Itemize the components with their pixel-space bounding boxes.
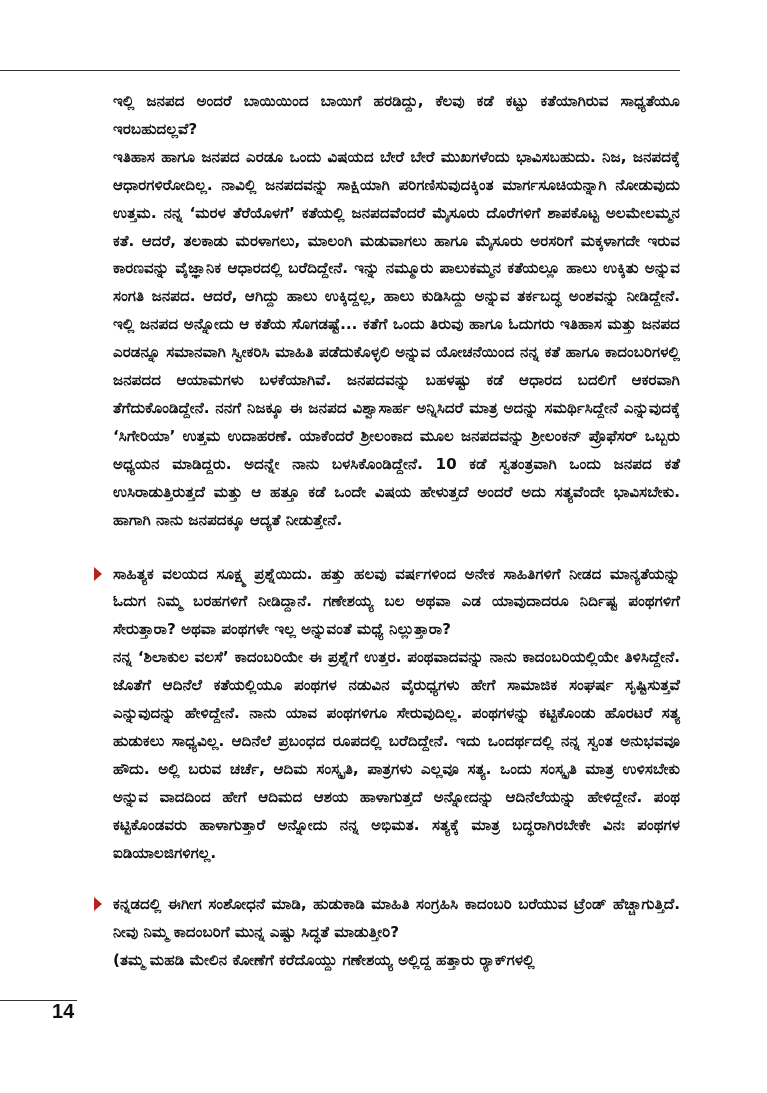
triangle-bullet-icon: [94, 567, 102, 581]
paragraph-gap: [113, 535, 680, 561]
answer-paragraph-folklore: ಇತಿಹಾಸ ಹಾಗೂ ಜನಪದ ಎರಡೂ ಒಂದು ವಿಷಯದ ಬೇರೆ ಬೇರೆ ಮುಖಗಳೆಂದು ಭಾವಿಸಬಹುದು. ನಿಜ, ಜನಪದಕ್ಕೆ ಆಧಾರಗಳಿರೋದಿಲ್ಲ. ನಾವಿಲ್ಲಿ ಜನಪದವನ್ನು ಸಾಕ್ಷಿಯಾಗಿ ಪರಿಗಣಿಸುವುದಕ್ಕಿಂತ ಮಾರ್ಗಸೂಚಿಯನ್ನಾಗಿ ನೋಡುವುದು ಉತ್ತಮ. ನನ್ನ ‘ಮರಳ ತೆರೆಯೊಳಗೆ’ ಕತೆಯಲ್ಲಿ ಜನಪದವೆಂದರೆ ಮೈಸೂರು ದೊರೆಗಳಿಗೆ ಶಾಪಕೊಟ್ಟ ಅಲಮೇಲಮ್ಮನ ಕತೆ. ಆದರೆ, ತಲಕಾಡು ಮರಳಾಗಲು, ಮಾಲಂಗಿ ಮಡುವಾಗಲು ಹಾಗೂ ಮೈಸೂರು ಅರಸರಿಗೆ ಮಕ್ಕಳಾಗದೇ ಇರುವ ಕಾರಣವನ್ನು ವೈಜ್ಞಾನಿಕ ಆಧಾರದಲ್ಲಿ ಬರೆದಿದ್ದೇನೆ. ಇನ್ನು ನಮ್ಮೂರು ಪಾಲುಕಮ್ಮನ ಕತೆಯಲ್ಲೂ ಹಾಲು ಉಕ್ಕಿತು ಅನ್ನುವ ಸಂಗತಿ ಜನಪದ. ಆದರೆ, ಆಗಿದ್ದು ಹಾಲು ಉಕ್ಕಿದ್ದಲ್ಲ, ಹಾಲು ಕುಡಿಸಿದ್ದು ಅನ್ನುವ ತರ್ಕಬದ್ಧ ಅಂಶವನ್ನು ನೀಡಿದ್ದೇನೆ. ಇಲ್ಲಿ ಜನಪದ ಅನ್ನೋದು ಆ ಕತೆಯ ಸೊಗಡಷ್ಟೆ... ಕತೆಗೆ ಒಂದು ತಿರುವು ಹಾಗೂ ಓದುಗರು ಇತಿಹಾಸ ಮತ್ತು ಜನಪದ ಎರಡನ್ನೂ ಸಮಾನವಾಗಿ ಸ್ವೀಕರಿಸಿ ಮಾಹಿತಿ ಪಡೆದುಕೊಳ್ಳಲಿ ಅನ್ನುವ ಯೋಚನೆಯಿಂದ ನನ್ನ ಕತೆ ಹಾಗೂ ಕಾದಂಬರಿಗಳಲ್ಲಿ ಜನಪದದ ಆಯಾಮಗಳು ಬಳಕೆಯಾಗಿವೆ. ಜನಪದವನ್ನು ಬಹಳಷ್ಟು ಕಡೆ ಆಧಾರದ ಬದಲಿಗೆ ಆಕರವಾಗಿ ತೆಗೆದುಕೊಂಡಿದ್ದೇನೆ. ನನಗೆ ನಿಜಕ್ಕೂ ಈ ಜನಪದ ವಿಶ್ವಾಸಾರ್ಹ ಅನ್ನಿಸಿದರೆ ಮಾತ್ರ ಅದನ್ನು ಸಮರ್ಥಿಸಿದ್ದೇನೆ ಎನ್ನುವುದಕ್ಕೆ ‘ಸಿಗೇರಿಯಾ’ ಉತ್ತಮ ಉದಾಹರಣೆ. ಯಾಕೆಂದರೆ ಶ್ರೀಲಂಕಾದ ಮೂಲ ಜನಪದವನ್ನು ಶ್ರೀಲಂಕನ್ ಪ್ರೊಫೆಸರ್ ಒಬ್ಬರು ಅಧ್ಯಯನ ಮಾಡಿದ್ದರು. ಅದನ್ನೇ ನಾನು ಬಳಸಿಕೊಂಡಿದ್ದೇನೆ. 10 ಕಡೆ ಸ್ವತಂತ್ರವಾಗಿ ಒಂದು ಜನಪದ ಕತೆ ಉಸಿರಾಡುತ್ತಿರುತ್ತದೆ ಮತ್ತು ಆ ಹತ್ತೂ ಕಡೆ ಒಂದೇ ವಿಷಯ ಹೇಳುತ್ತದೆ ಅಂದರೆ ಅದು ಸತ್ಯವೆಂದೇ ಭಾವಿಸಬೇಕು. ಹಾಗಾಗಿ ನಾನು ಜನಪದಕ್ಕೂ ಆದ್ಯತೆ ನೀಡುತ್ತೇನೆ.: [113, 147, 680, 529]
triangle-bullet-icon: [94, 897, 102, 911]
question-block-2: [113, 891, 680, 947]
page-number: 14: [52, 1001, 75, 1023]
answer-paragraph-2-start: (ತಮ್ಮ ಮಹಡಿ ಮೇಲಿನ ಕೋಣೆಗೆ ಕರೆದೊಯ್ದು ಗಣೇಶಯ್ಯ ಅಲ್ಲಿದ್ದ ಹತ್ತಾರು ರ್‍ಯಾಕ್‌ಗಳಲ್ಲಿ: [113, 951, 535, 970]
answer-paragraph-1: ನನ್ನ ‘ಶಿಲಾಕುಲ ವಲಸೆ’ ಕಾದಂಬರಿಯೇ ಈ ಪ್ರಶ್ನೆಗೆ ಉತ್ತರ. ಪಂಥವಾದವನ್ನು ನಾನು ಕಾದಂಬರಿಯಲ್ಲಿಯೇ ತಿಳಿಸಿದ್ದೇನೆ. ಜೊತೆಗೆ ಆದಿನೆಲೆ ಕತೆಯಲ್ಲಿಯೂ ಪಂಥಗಳ ನಡುವಿನ ವೈರುಧ್ಯಗಳು ಹೇಗೆ ಸಾಮಾಜಿಕ ಸಂಘರ್ಷ ಸೃಷ್ಟಿಸುತ್ತವೆ ಎನ್ನುವುದನ್ನು ಹೇಳಿದ್ದೇನೆ. ನಾನು ಯಾವ ಪಂಥಗಳಿಗೂ ಸೇರುವುದಿಲ್ಲ. ಪಂಥಗಳನ್ನು ಕಟ್ಟಿಕೊಂಡು ಹೊರಟರೆ ಸತ್ಯ ಹುಡುಕಲು ಸಾಧ್ಯವಿಲ್ಲ. ಆದಿನೆಲೆ ಪ್ರಬಂಧದ ರೂಪದಲ್ಲಿ ಬರೆದಿದ್ದೇನೆ. ಇದು ಒಂದರ್ಥದಲ್ಲಿ ನನ್ನ ಸ್ವಂತ ಅನುಭವವೂ ಹೌದು. ಅಲ್ಲಿ ಬರುವ ಚರ್ಚೆ, ಆದಿಮ ಸಂಸ್ಕೃತಿ, ಪಾತ್ರಗಳು ಎಲ್ಲವೂ ಸತ್ಯ. ಒಂದು ಸಂಸ್ಕೃತಿ ಮಾತ್ರ ಉಳಿಸಬೇಕು ಅನ್ನುವ ವಾದದಿಂದ ಹೇಗೆ ಆದಿಮದ ಆಶಯ ಹಾಳಾಗುತ್ತದೆ ಅನ್ನೋದನ್ನು ಆದಿನೆಲೆಯನ್ನು ಹೇಳಿದ್ದೇನೆ. ಪಂಥ ಕಟ್ಟಿಕೊಂಡವರು ಹಾಳಾಗುತ್ತಾರೆ ಅನ್ನೋದು ನನ್ನ ಅಭಿಮತ. ಸತ್ಯಕ್ಕೆ ಮಾತ್ರ ಬದ್ಧರಾಗಿರಬೇಕೇ ವಿನಃ ಪಂಥಗಳ ಐಡಿಯಾಲಜಿಗಳಿಗಲ್ಲ.: [113, 648, 680, 862]
intro-paragraph: ಇಲ್ಲಿ ಜನಪದ ಅಂದರೆ ಬಾಯಿಯಿಂದ ಬಾಯಿಗೆ ಹರಡಿದ್ದು, ಕೆಲವು ಕಡೆ ಕಟ್ಟು ಕತೆಯಾಗಿರುವ ಸಾಧ್ಯತೆಯೂ ಇರಬಹುದಲ್ಲವೆ?: [113, 92, 680, 138]
question-block-1: [113, 561, 680, 645]
interview-text: [113, 88, 680, 975]
question-paragraph-2: ಕನ್ನಡದಲ್ಲಿ ಈಗೀಗ ಸಂಶೋಧನೆ ಮಾಡಿ, ಹುಡುಕಾಡಿ ಮಾಹಿತಿ ಸಂಗ್ರಹಿಸಿ ಕಾದಂಬರಿ ಬರೆಯುವ ಟ್ರೆಂಡ್ ಹೆಚ್ಚಾಗುತ್ತಿದೆ. ನೀವು ನಿಮ್ಮ ಕಾದಂಬರಿಗೆ ಮುನ್ನ ಎಷ್ಟು ಸಿದ್ಧತೆ ಮಾಡುತ್ತೀರಿ?: [113, 895, 680, 942]
question-paragraph-1: ಸಾಹಿತ್ಯಕ ವಲಯದ ಸೂಕ್ಷ್ಮ ಪ್ರಶ್ನೆಯಿದು. ಹತ್ತು ಹಲವು ವರ್ಷಗಳಿಂದ ಅನೇಕ ಸಾಹಿತಿಗಳಿಗೆ ನೀಡದ ಮಾನ್ಯತೆಯನ್ನು ಓದುಗ ನಿಮ್ಮ ಬರಹಗಳಿಗೆ ನೀಡಿದ್ದಾನೆ. ಗಣೇಶಯ್ಯ ಬಲ ಅಥವಾ ಎಡ ಯಾವುದಾದರೂ ನಿರ್ದಿಷ್ಟ ಪಂಥಗಳಿಗೆ ಸೇರುತ್ತಾರಾ? ಅಥವಾ ಪಂಥಗಳೇ ಇಲ್ಲ ಅನ್ನುವಂತೆ ಮಧ್ಯೆ ನಿಲ್ಲುತ್ತಾರಾ?: [113, 564, 680, 639]
paragraph-gap: [113, 867, 680, 891]
header-rule: [0, 70, 680, 71]
